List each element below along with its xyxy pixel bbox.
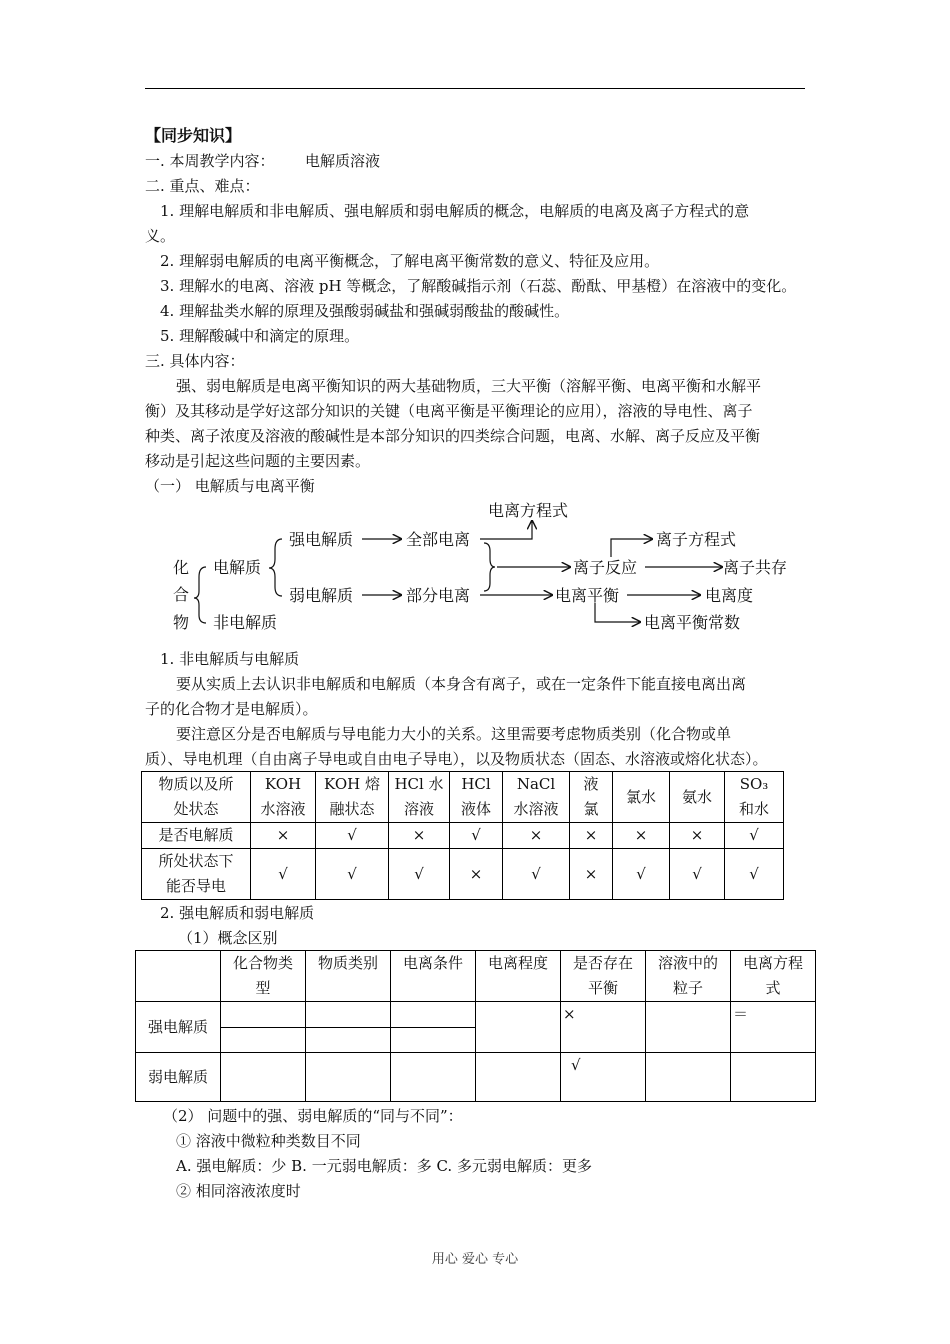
table-header-cell: 电离程度 xyxy=(476,951,561,1002)
sec3-label: 三. 具体内容： xyxy=(145,352,245,370)
point-3: 3. 理解水的电离、溶液 pH 等概念，了解酸碱指示剂（石蕊、酚酞、甲基橙）在溶液中的变化。 xyxy=(160,277,797,295)
table-cell: √ xyxy=(561,1053,646,1102)
table-cell: ＝ xyxy=(731,1002,816,1053)
table-cell: √ xyxy=(503,849,570,900)
diagram-ion-equilibrium: 电离平衡 xyxy=(555,586,620,605)
diagram-ion-degree: 电离度 xyxy=(705,586,754,605)
table-header-cell: 物质类别 xyxy=(306,951,391,1002)
table-cell: √ xyxy=(389,849,450,900)
row-label-weak: 弱电解质 xyxy=(136,1053,221,1102)
diagram-ion-constant: 电离平衡常数 xyxy=(644,613,741,632)
table-header-cell: NaCl 水溶液 xyxy=(503,772,570,823)
concept-table xyxy=(135,950,816,1102)
arrow-to-equation xyxy=(480,521,532,539)
table-header-cell: 化合物类 型 xyxy=(221,951,306,1002)
brace-electrolyte xyxy=(269,539,282,596)
table-header-cell: HCl 水 溶液 xyxy=(389,772,450,823)
q2-item-1: ① 溶液中微粒种类数目不同 xyxy=(176,1132,361,1150)
table-cell: √ xyxy=(450,823,503,849)
header-rule xyxy=(145,88,805,89)
sec1-label: 一. 本周教学内容： xyxy=(145,152,275,170)
table-cell xyxy=(391,1053,476,1102)
para3-line1: 要注意区分是否电解质与导电能力大小的关系。这里需要考虑物质类别（化合物或单 xyxy=(176,725,732,743)
sec1-value: 电解质溶液 xyxy=(305,152,381,170)
table-cell: √ xyxy=(251,849,316,900)
table-header-cell: 液 氯 xyxy=(570,772,613,823)
table-cell: × xyxy=(503,823,570,849)
table-header-cell: 氨水 xyxy=(670,772,725,823)
table-row xyxy=(142,772,784,823)
table-cell: × xyxy=(570,823,613,849)
table-cell: × xyxy=(613,823,670,849)
s2-sub: （1）概念区别 xyxy=(178,929,278,947)
table-cell: × xyxy=(389,823,450,849)
table-cell: × xyxy=(670,823,725,849)
table-cell: √ xyxy=(670,849,725,900)
table-header-cell: 是否存在 平衡 xyxy=(561,951,646,1002)
point-1: 1. 理解电解质和非电解质、强电解质和弱电解质的概念，电解质的电离及离子方程式的意 xyxy=(160,202,750,220)
table-cell xyxy=(646,1053,731,1102)
point-5: 5. 理解酸碱中和滴定的原理。 xyxy=(160,327,360,345)
table-header-cell: 电离方程 式 xyxy=(731,951,816,1002)
table-cell: 所处状态下 能否导电 xyxy=(142,849,251,900)
row-label-strong: 强电解质 xyxy=(136,1002,221,1053)
para1-line3: 种类、离子浓度及溶液的酸碱性是本部分知识的四类综合问题，电离、水解、离子反应及平衡 xyxy=(145,427,761,445)
table-cell: √ xyxy=(316,823,389,849)
conductivity-table xyxy=(141,771,784,900)
table-header-cell: 溶液中的 粒子 xyxy=(646,951,731,1002)
page-footer: 用心 爱心 专心 xyxy=(431,1252,519,1267)
diagram-weak: 弱电解质 xyxy=(289,586,354,605)
brace-compound xyxy=(194,567,206,623)
arrow-to-ion-equation xyxy=(611,539,652,557)
table-cell xyxy=(476,1002,561,1053)
table-header-cell: 氯水 xyxy=(613,772,670,823)
para2-line1: 要从实质上去认识非电解质和电解质（本身含有离子，或在一定条件下能直接电离出离 xyxy=(176,675,747,693)
para3-line2: 质）、导电机理（自由离子导电或自由电子导电），以及物质状态（固态、水溶液或熔化状态）。 xyxy=(145,750,768,768)
table-cell: 是否电解质 xyxy=(142,823,251,849)
diagram-ion-coexist: 离子共存 xyxy=(723,558,788,577)
table-header-cell: KOH 水溶液 xyxy=(251,772,316,823)
sec2-label: 二. 重点、难点： xyxy=(145,177,260,195)
table-cell xyxy=(391,1002,476,1028)
diagram-compound-3: 物 xyxy=(173,613,190,632)
q2-abc: A. 强电解质：少 B. 一元弱电解质：多 C. 多元弱电解质：更多 xyxy=(176,1157,592,1175)
table-row xyxy=(136,1002,816,1028)
diagram-strong: 强电解质 xyxy=(289,530,354,549)
point-4: 4. 理解盐类水解的原理及强酸弱碱盐和强碱弱酸盐的酸碱性。 xyxy=(160,302,570,320)
table-row xyxy=(142,849,784,900)
table-cell: √ xyxy=(316,849,389,900)
diagram-full-ion: 全部电离 xyxy=(406,530,471,549)
diagram-ion-equation: 离子方程式 xyxy=(656,530,737,549)
diagram-part-ion: 部分电离 xyxy=(406,586,471,605)
table-cell xyxy=(221,1002,306,1028)
table-cell: × xyxy=(450,849,503,900)
table-cell xyxy=(306,1053,391,1102)
table-cell xyxy=(306,1027,391,1053)
table-header-cell: 电离条件 xyxy=(391,951,476,1002)
table-cell xyxy=(306,1002,391,1028)
s2-title: 2. 强电解质和弱电解质 xyxy=(160,904,315,922)
diagram-equation: 电离方程式 xyxy=(488,501,569,520)
diagram-compound-1: 化 xyxy=(173,558,190,577)
para2-line2: 子的化合物才是电解质）。 xyxy=(145,700,318,718)
table-header-cell xyxy=(136,951,221,1002)
table-header-cell: SO₃ 和水 xyxy=(725,772,784,823)
table-cell xyxy=(731,1053,816,1102)
table-cell: √ xyxy=(613,849,670,900)
table-cell xyxy=(221,1053,306,1102)
q2-title: （2） 问题中的强、弱电解质的“同与不同”： xyxy=(163,1107,463,1125)
table-header-cell: 物质以及所 处状态 xyxy=(142,772,251,823)
table-header-cell: KOH 熔 融状态 xyxy=(316,772,389,823)
point-2: 2. 理解弱电解质的电离平衡概念，了解电离平衡常数的意义、特征及应用。 xyxy=(160,252,660,270)
s1-title: 1. 非电解质与电解质 xyxy=(160,650,300,668)
diagram-electrolyte: 电解质 xyxy=(213,558,262,577)
para1-line1: 强、弱电解质是电离平衡知识的两大基础物质，三大平衡（溶解平衡、电离平衡和水解平 xyxy=(176,377,762,395)
table-header-cell: HCl 液体 xyxy=(450,772,503,823)
table-cell xyxy=(391,1027,476,1053)
table-row xyxy=(136,1053,816,1102)
diagram-non-electrolyte: 非电解质 xyxy=(213,613,278,632)
table-cell xyxy=(476,1053,561,1102)
para1-line2: 衡）及其移动是学好这部分知识的关键（电离平衡是平衡理论的应用），溶液的导电性、离子 xyxy=(145,402,753,420)
brace-merge xyxy=(484,543,495,591)
table-cell xyxy=(221,1027,306,1053)
section-heading: 【同步知识】 xyxy=(145,126,242,145)
table-row xyxy=(136,951,816,1002)
subsection-1: （一） 电解质与电离平衡 xyxy=(145,477,315,495)
table-cell xyxy=(646,1002,731,1053)
table-cell: √ xyxy=(725,849,784,900)
electrolyte-diagram xyxy=(0,495,950,640)
table-row xyxy=(142,823,784,849)
diagram-ion-reaction: 离子反应 xyxy=(573,558,638,577)
arrow-to-constant xyxy=(595,603,640,622)
q2-item-2: ② 相同溶液浓度时 xyxy=(176,1182,301,1200)
table-cell: × xyxy=(561,1002,646,1053)
table-cell: × xyxy=(251,823,316,849)
table-cell: √ xyxy=(725,823,784,849)
table-cell: × xyxy=(570,849,613,900)
para1-line4: 移动是引起这些问题的主要因素。 xyxy=(145,452,371,470)
diagram-compound-2: 合 xyxy=(173,585,190,604)
point-1-cont: 义。 xyxy=(145,227,176,245)
